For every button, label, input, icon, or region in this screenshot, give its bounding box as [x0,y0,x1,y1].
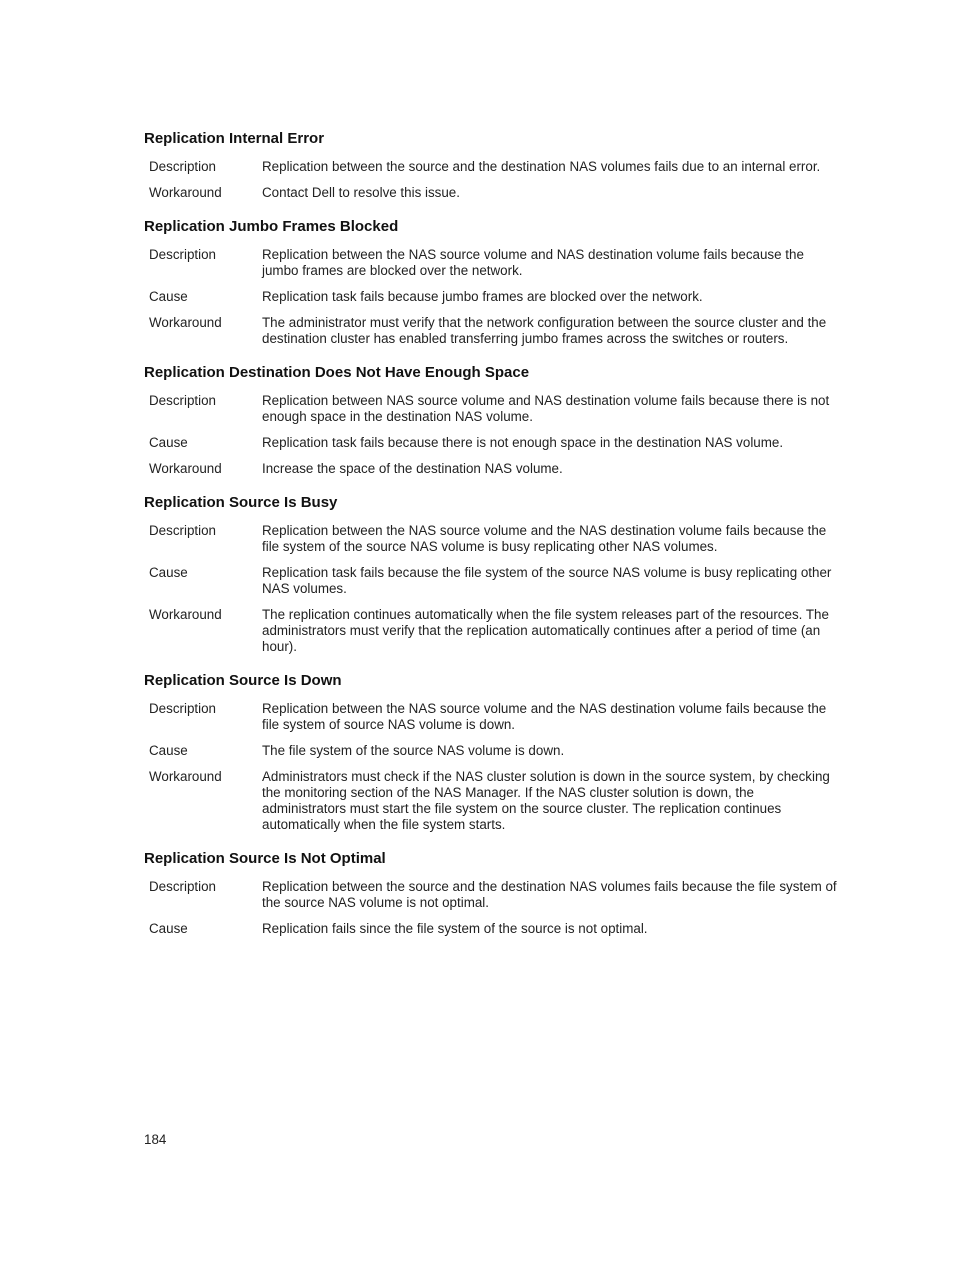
table-row [144,607,838,655]
row-text: Replication between the NAS source volume and the NAS destination volume fails because the file system of source NAS volume is down. [262,701,827,732]
row-label: Workaround [149,185,222,200]
row-label: Description [149,247,216,262]
definition-table [144,159,838,201]
row-text: Replication task fails because jumbo frames are blocked over the network. [262,289,703,304]
row-text: Contact Dell to resolve this issue. [262,185,460,200]
table-row [144,743,838,759]
row-text: Replication task fails because the file system of the source NAS volume is busy replicating other NAS volumes. [262,565,832,596]
row-label: Cause [149,921,188,936]
row-text: Replication between the NAS source volume and the NAS destination volume fails because the file system of the source NAS volume is busy replicating other NAS volumes. [262,523,827,554]
table-row [144,921,838,937]
row-text: Increase the space of the destination NAS volume. [262,461,563,476]
table-row [144,461,838,477]
definition-table [144,523,838,655]
table-row [144,393,838,425]
row-label: Description [149,393,216,408]
section-title: Replication Destination Does Not Have Enough Space [144,364,530,381]
row-label: Description [149,159,216,174]
row-label: Description [149,523,216,538]
table-row [144,159,838,175]
row-label: Workaround [149,769,222,784]
row-label: Workaround [149,315,222,330]
section-title: Replication Source Is Busy [144,494,338,511]
row-text: Replication between the source and the destination NAS volumes fails due to an internal error. [262,159,821,174]
row-text: Replication fails since the file system of the source is not optimal. [262,921,648,936]
row-label: Cause [149,743,188,758]
definition-table [144,701,838,833]
table-row [144,879,838,911]
row-text: The administrator must verify that the network configuration between the source cluster and the destination cluster has enabled transferring jumbo frames across the switches or routers. [262,315,827,346]
section-replication-source-busy [144,493,838,655]
section-replication-source-down [144,671,838,833]
row-label: Description [149,701,216,716]
table-row [144,185,838,201]
section-replication-jumbo-frames-blocked [144,217,838,347]
section-title: Replication Source Is Down [144,672,342,689]
document-content [144,129,838,953]
section-replication-destination-space [144,363,838,477]
row-label: Description [149,879,216,894]
section-replication-internal-error [144,129,838,201]
row-label: Cause [149,289,188,304]
section-title: Replication Jumbo Frames Blocked [144,218,399,235]
definition-table [144,879,838,937]
row-text: Replication between NAS source volume and NAS destination volume fails because there is not enough space in the destination NAS volume. [262,393,830,424]
section-title: Replication Internal Error [144,130,325,147]
row-text: The replication continues automatically when the file system releases part of the resources. The administrators must verify that the replication automatically continues after a period of time (an hour). [262,607,829,654]
row-label: Cause [149,565,188,580]
definition-table [144,247,838,347]
table-row [144,701,838,733]
table-row [144,523,838,555]
row-text: Administrators must check if the NAS cluster solution is down in the source system, by checking the monitoring section of the NAS Manager. If the NAS cluster solution is down, the administrators must start the file system on the source cluster. The replication continues automatically when the file system starts. [262,769,830,832]
row-text: Replication task fails because there is not enough space in the destination NAS volume. [262,435,784,450]
table-row [144,565,838,597]
section-title: Replication Source Is Not Optimal [144,850,386,867]
row-label: Workaround [149,607,222,622]
table-row [144,289,838,305]
table-row [144,435,838,451]
row-text: Replication between the NAS source volume and NAS destination volume fails because the jumbo frames are blocked over the network. [262,247,804,278]
row-text: Replication between the source and the destination NAS volumes fails because the file system of the source NAS volume is not optimal. [262,879,837,910]
page-number: 184 [144,1132,167,1147]
row-label: Workaround [149,461,222,476]
row-label: Cause [149,435,188,450]
section-replication-source-not-optimal [144,849,838,937]
row-text: The file system of the source NAS volume is down. [262,743,565,758]
definition-table [144,393,838,477]
table-row [144,769,838,833]
table-row [144,315,838,347]
table-row [144,247,838,279]
